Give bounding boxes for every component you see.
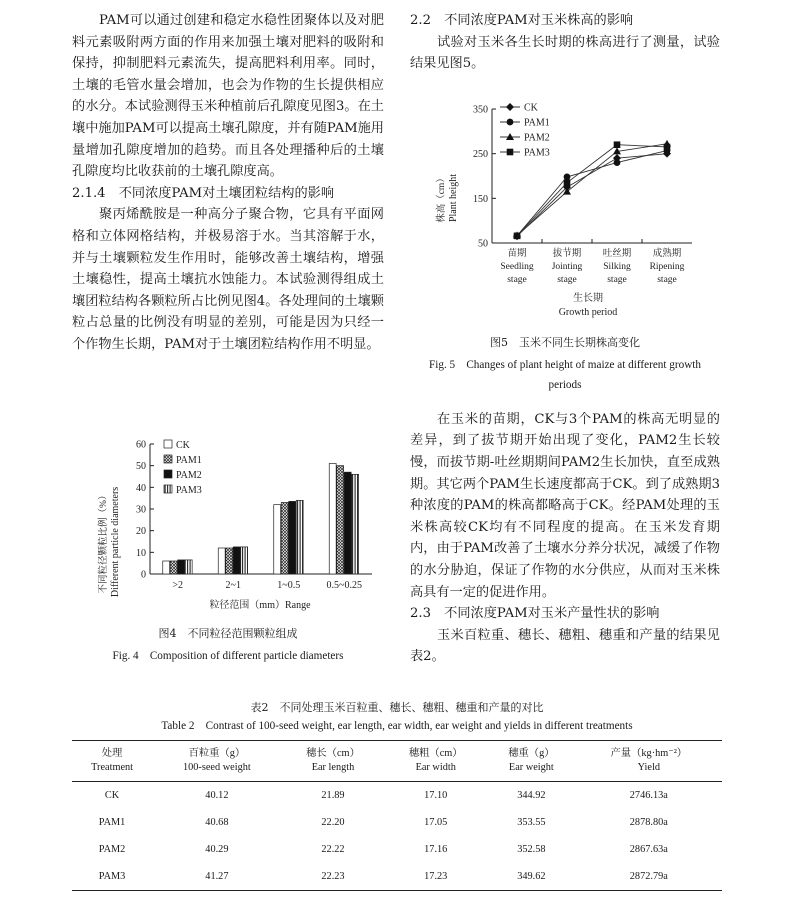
fig5-data-point <box>664 143 671 150</box>
figure-5-caption-en: Fig. 5 Changes of plant height of maize at different growth periods <box>429 358 701 391</box>
table-2 <box>72 700 722 891</box>
fig5-data-point <box>514 232 521 239</box>
fig4-y-tick-label: 30 <box>136 504 146 516</box>
fig4-x-tick-label: >2 <box>172 580 184 591</box>
fig4-legend-label: CK <box>176 440 190 451</box>
fig5-data-point <box>614 159 621 166</box>
fig5-y-tick-label: 150 <box>473 193 488 205</box>
fig4-bar <box>163 561 170 574</box>
table-cell: 17.05 <box>424 817 448 828</box>
fig4-bar <box>337 466 344 574</box>
figure-5-caption-cn: 图5 玉米不同生长期株高变化 <box>490 335 640 349</box>
left-column <box>72 10 384 356</box>
table-cell: PAM2 <box>98 844 126 855</box>
table-cell: 21.89 <box>321 790 345 801</box>
fig5-x-tick-label: stage <box>607 274 627 285</box>
fig4-legend-swatch <box>164 485 172 493</box>
table-cell: 2872.79a <box>629 871 668 882</box>
fig5-y-tick-label: 350 <box>473 104 488 116</box>
fig5-legend-marker <box>506 103 514 111</box>
section-heading-2-2: 2.2 不同浓度PAM对玉米株高的影响 <box>410 13 634 28</box>
right-column <box>410 10 720 668</box>
section-heading-2-3: 2.3 不同浓度PAM对玉米产量性状的影响 <box>410 606 660 622</box>
fig5-xlabel-en: Growth period <box>558 306 618 318</box>
fig4-y-tick-label: 50 <box>136 461 146 473</box>
fig4-y-tick-label: 60 <box>136 439 146 451</box>
fig5-legend-marker <box>507 118 514 125</box>
fig5-x-tick-label: Jointing <box>551 261 583 272</box>
fig4-legend-label: PAM1 <box>176 455 202 466</box>
table-cell: 41.27 <box>205 871 229 882</box>
fig5-x-tick-label: 苗期 <box>507 248 527 259</box>
paragraph-plant-height-discussion: 在玉米的苗期，CK与3个PAM的株高无明显的差异，到了拔节期开始出现了变化，PAM2生长较慢，而拔节期-吐丝期期间PAM2生长加快，直至成熟期。其它两个PAM生长速度都高于CK。到了成熟期3种浓度的PAM的株高都略高于CK。经PAM处理的玉米株高较CK均有不同程度的提高。在玉米发育期内，由于PAM改善了土壤水分养分状况，减缓了作物的水分胁迫，保证了作物的水分供应，从而对玉米株高具有一定的促进作用。 <box>410 411 720 600</box>
table-cell: 22.22 <box>321 844 345 855</box>
fig4-bar <box>352 474 359 574</box>
header-ear-weight: 穗重（g） Ear weight <box>508 748 555 773</box>
fig5-data-point <box>563 187 571 194</box>
fig4-bar <box>185 560 192 574</box>
fig4-x-tick-label: 1~0.5 <box>277 580 301 591</box>
fig4-ylabel-cn: 不同粒径颗粒比例（%） <box>99 490 109 594</box>
table-2-caption-cn: 表2 不同处理玉米百粒重、穗长、穗粗、穗重和产量的对比 <box>250 701 544 714</box>
table-row <box>72 836 722 863</box>
header-yield: 产量（kg·hm⁻²） Yield <box>610 748 688 773</box>
fig4-x-tick-label: 2~1 <box>225 580 241 591</box>
fig4-legend-swatch <box>164 440 172 448</box>
fig4-y-tick-label: 10 <box>136 547 146 559</box>
fig4-x-tick-label: 0.5~0.25 <box>326 580 362 591</box>
fig5-x-tick-label: stage <box>507 274 527 285</box>
fig4-bar <box>178 560 185 574</box>
fig4-y-tick-label: 0 <box>141 569 146 581</box>
paragraph-aggregate: 聚丙烯酰胺是一种高分子聚合物，它具有平面网格和立体网格结构，并极易溶于水。当其溶解于水，并与土壤颗粒发生作用时，能够改善土壤结构，增强土壤稳性，提高土壤抗水蚀能力。本试验测得组成土壤团粒结构各颗粒所占比例见图4。各处理间的土壤颗粒占总量的比例没有明显的差别，可能是因为只经一个作物生长期，PAM对于土壤团粒结构作用不明显。 <box>72 207 384 352</box>
fig4-bar <box>289 501 296 574</box>
fig4-legend-label: PAM3 <box>176 485 202 496</box>
fig5-legend-marker <box>507 148 514 155</box>
table-cell: 40.12 <box>205 790 229 801</box>
table-cell: 349.62 <box>517 871 546 882</box>
fig4-xlabel: 粒径范围（mm）Range <box>209 600 311 611</box>
fig4-bar <box>296 500 303 574</box>
table-cell: 22.20 <box>321 817 345 828</box>
fig5-legend-label: PAM1 <box>524 117 550 129</box>
fig4-bar <box>241 547 248 574</box>
table-cell: 17.23 <box>424 871 448 882</box>
fig4-legend-label: PAM2 <box>176 470 202 481</box>
fig5-data-point <box>564 179 571 186</box>
figure-4-caption-en: Fig. 4 Composition of different particle diameters <box>112 650 344 662</box>
table-cell: 40.29 <box>205 844 229 855</box>
figure-5-chart <box>410 95 720 325</box>
table-cell: 17.10 <box>424 790 448 801</box>
fig5-ylabel-cn: 株高（cm） <box>437 172 447 223</box>
fig4-bar <box>226 548 233 574</box>
figure-4-chart <box>72 430 384 620</box>
table-header-row <box>72 741 722 782</box>
fig5-legend-label: PAM2 <box>524 132 550 144</box>
figure-5 <box>410 95 720 395</box>
fig5-x-tick-label: 拔节期 <box>552 248 582 259</box>
fig5-legend-label: PAM3 <box>524 147 550 159</box>
figure-4 <box>72 430 384 666</box>
table-2-caption-en: Table 2 Contrast of 100-seed weight, ear length, ear width, ear weight and yields in different treatments <box>161 720 633 732</box>
fig5-xlabel-cn: 生长期 <box>573 292 603 304</box>
fig4-bar <box>329 464 336 575</box>
fig4-legend-swatch <box>164 470 172 478</box>
fig5-x-tick-label: Silking <box>603 261 631 272</box>
table-cell: 353.55 <box>517 817 546 828</box>
table-cell: 22.23 <box>321 871 345 882</box>
fig4-ylabel-en: Different particle diameters <box>110 486 121 598</box>
fig5-data-point <box>614 141 621 148</box>
fig5-x-tick-label: 成熟期 <box>652 248 682 259</box>
fig4-bar <box>344 472 351 574</box>
fig5-x-tick-label: Ripening <box>649 261 685 272</box>
table-cell: 2878.80a <box>629 817 668 828</box>
header-100-seed-weight: 百粒重（g） 100-seed weight <box>182 748 251 773</box>
fig5-ylabel-en: Plant height <box>448 173 459 222</box>
fig4-bar <box>274 505 281 574</box>
fig5-y-tick-label: 250 <box>473 148 488 160</box>
fig4-bar <box>218 548 225 574</box>
paragraph-yield-intro: 玉米百粒重、穗长、穗粗、穗重和产量的结果见表2。 <box>410 627 720 665</box>
header-ear-length: 穗长（cm） Ear length <box>306 748 360 773</box>
table-cell: 40.68 <box>205 817 229 828</box>
fig5-x-tick-label: Seedling <box>500 261 534 272</box>
fig5-legend-label: CK <box>524 102 538 114</box>
paragraph-plant-height-intro: 试验对玉米各生长时期的株高进行了测量，试验结果见图5。 <box>410 34 720 72</box>
table-cell: PAM1 <box>98 817 126 828</box>
table-cell: 344.92 <box>517 790 546 801</box>
table-cell: 2746.13a <box>629 790 668 801</box>
table-row <box>72 809 722 836</box>
header-ear-width: 穗粗（cm） Ear width <box>408 748 463 773</box>
header-treatment: 处理 Treatment <box>91 748 134 773</box>
fig5-series-line <box>517 153 667 236</box>
table-cell: 2867.63a <box>629 844 668 855</box>
section-heading-2-1-4: 2.1.4 不同浓度PAM对土壤团粒结构的影响 <box>72 185 335 201</box>
fig5-x-tick-label: stage <box>657 274 677 285</box>
fig4-y-tick-label: 20 <box>136 526 146 538</box>
fig5-data-point <box>564 173 571 180</box>
fig5-x-tick-label: 吐丝期 <box>602 248 632 259</box>
table-2-grid <box>72 740 722 891</box>
fig5-y-tick-label: 50 <box>478 238 488 250</box>
table-cell: CK <box>104 790 120 801</box>
fig4-y-tick-label: 40 <box>136 482 146 494</box>
fig5-x-tick-label: stage <box>557 274 577 285</box>
paragraph-porosity: PAM可以通过创建和稳定水稳性团聚体以及对肥料元素吸附两方面的作用来加强土壤对肥料的吸附和保持，抑制肥料元素流失，提高肥料利用率。同时，土壤的毛管水量会增加，也会为作物的生长提供相应的水分。本试验测得玉米种植前后孔隙度见图3。在土壤中施加PAM可以提高土壤孔隙度，并有随PAM施用量增加孔隙度增加的趋势。而且各处理播种后的土壤孔隙度均比收获前的土壤孔隙度高。 <box>72 13 384 180</box>
table-row <box>72 863 722 891</box>
fig4-bar <box>233 547 240 574</box>
fig4-bar <box>170 561 177 574</box>
fig4-legend-swatch <box>164 455 172 463</box>
fig4-bar <box>281 503 288 575</box>
table-row <box>72 782 722 810</box>
table-cell: 17.16 <box>424 844 448 855</box>
figure-4-caption-cn: 图4 不同粒径范围颗粒组成 <box>158 627 298 640</box>
table-cell: PAM3 <box>98 871 126 882</box>
table-cell: 352.58 <box>517 844 546 855</box>
fig5-legend-marker <box>506 133 514 140</box>
